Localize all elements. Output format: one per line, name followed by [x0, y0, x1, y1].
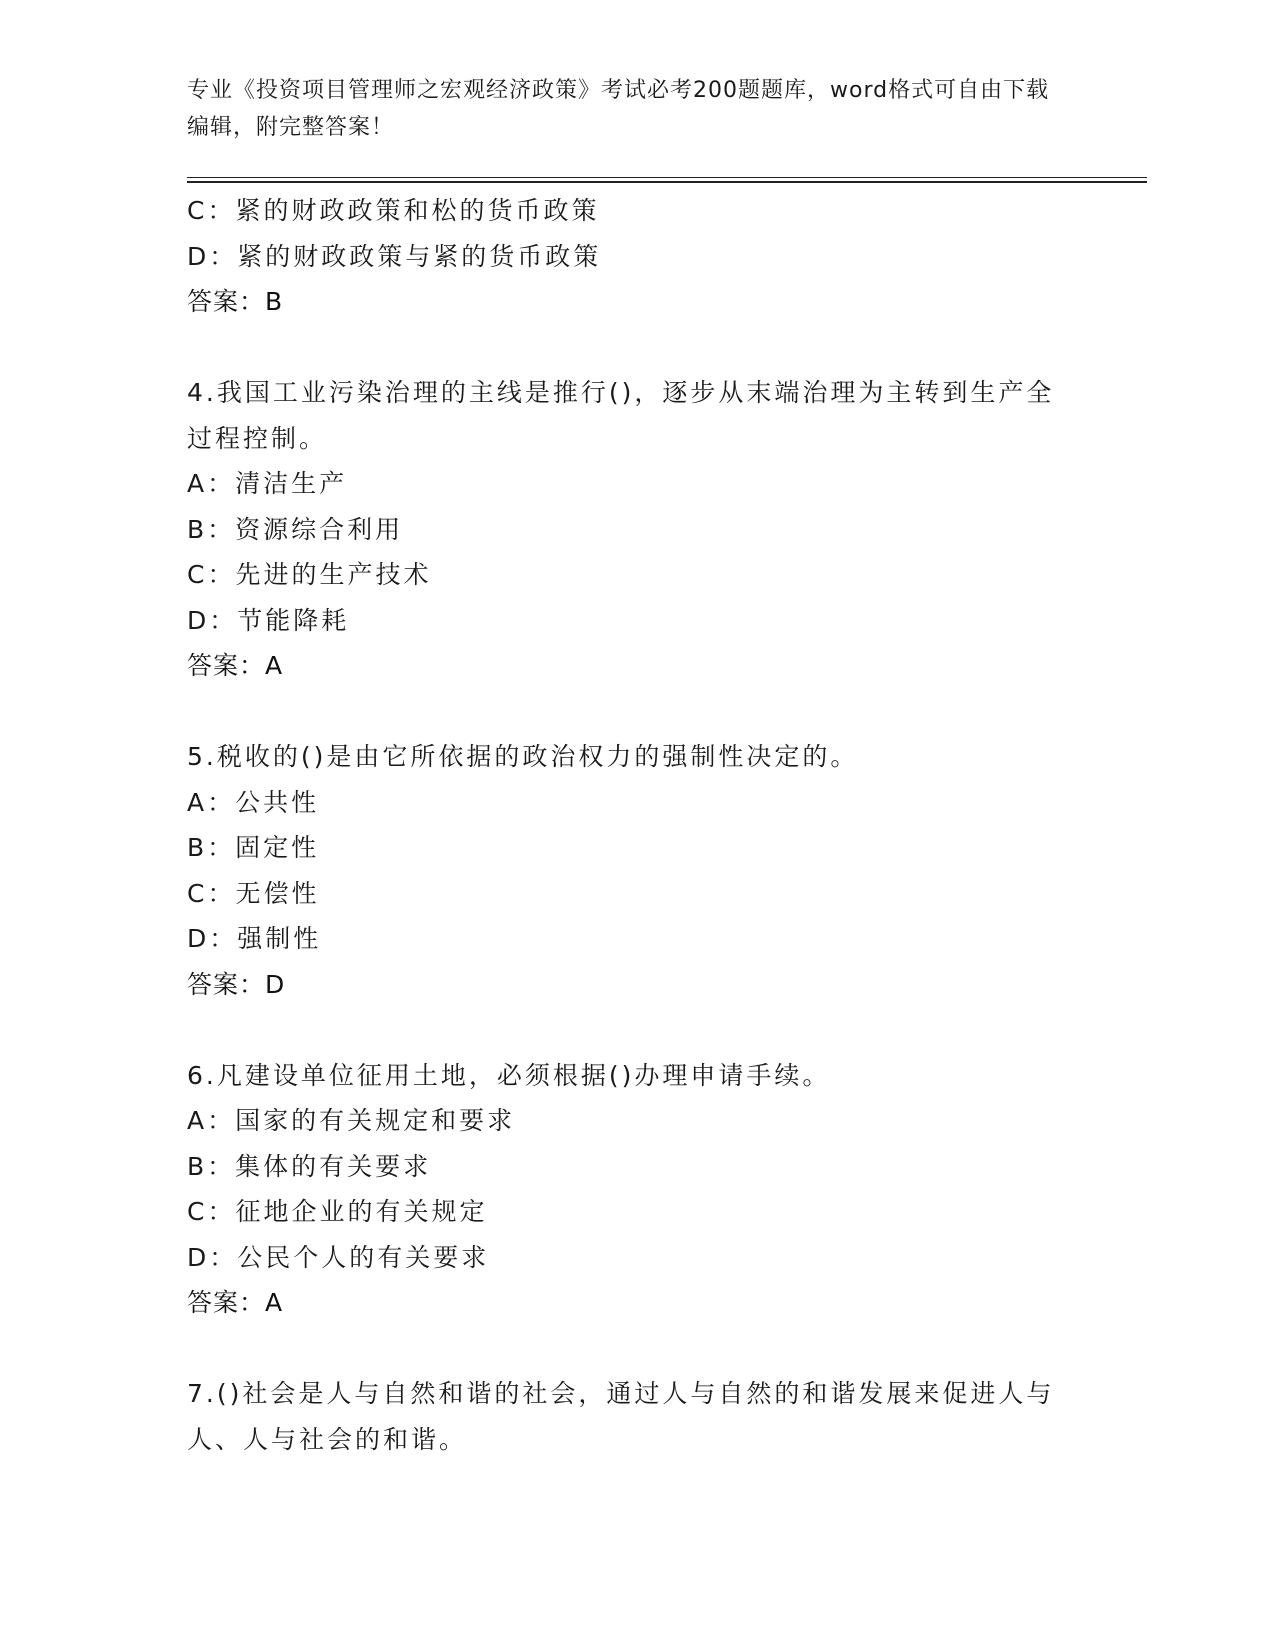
option-d: D：公民个人的有关要求: [187, 1242, 490, 1272]
option-c: C：无偿性: [187, 878, 320, 908]
question-6: [187, 1053, 1067, 1326]
answer-line: 答案：A: [187, 651, 284, 680]
document-header: 专业《投资项目管理师之宏观经济政策》考试必考200题题库，word格式可自由下载编辑，附完整答案！: [187, 78, 1050, 140]
option-c: C：先进的生产技术: [187, 560, 432, 589]
spacer: [187, 1326, 1067, 1372]
answer-line: 答案：A: [187, 1288, 284, 1317]
option-a: A：公共性: [187, 787, 320, 817]
header-rule-thick: [187, 181, 1147, 183]
option-b: B：固定性: [187, 833, 320, 862]
question-7: [187, 1371, 1067, 1462]
continued-question: [187, 188, 1067, 325]
option-d: D：紧的财政政策与紧的货币政策: [187, 241, 602, 271]
spacer: [187, 1007, 1067, 1053]
question-4: [187, 370, 1067, 689]
spacer: [187, 325, 1067, 371]
option-c: C：征地企业的有关规定: [187, 1197, 488, 1226]
question-stem: 6.凡建设单位征用土地，必须根据()办理申请手续。: [187, 1060, 831, 1090]
question-5: [187, 734, 1067, 1007]
option-d: D：强制性: [187, 924, 322, 953]
option-b: B：资源综合利用: [187, 514, 404, 544]
option-b: B：集体的有关要求: [187, 1151, 432, 1181]
option-a: A：清洁生产: [187, 469, 348, 498]
option-d: D：节能降耗: [187, 605, 350, 635]
question-stem: 7.()社会是人与自然和谐的社会，通过人与自然的和谐发展来促进人与人、人与社会的和谐。: [187, 1379, 1055, 1454]
spacer: [187, 689, 1067, 735]
question-stem: 5.税收的()是由它所依据的政治权力的强制性决定的。: [187, 742, 859, 771]
option-c: C：紧的财政政策和松的货币政策: [187, 196, 600, 225]
option-a: A：国家的有关规定和要求: [187, 1106, 516, 1135]
question-stem: 4.我国工业污染治理的主线是推行()，逐步从末端治理为主转到生产全过程控制。: [187, 378, 1055, 453]
answer-line: 答案：D: [187, 969, 286, 999]
header-rule-thin: [187, 177, 1147, 178]
document-body: [187, 188, 1067, 1462]
answer-line: 答案：B: [187, 287, 284, 316]
